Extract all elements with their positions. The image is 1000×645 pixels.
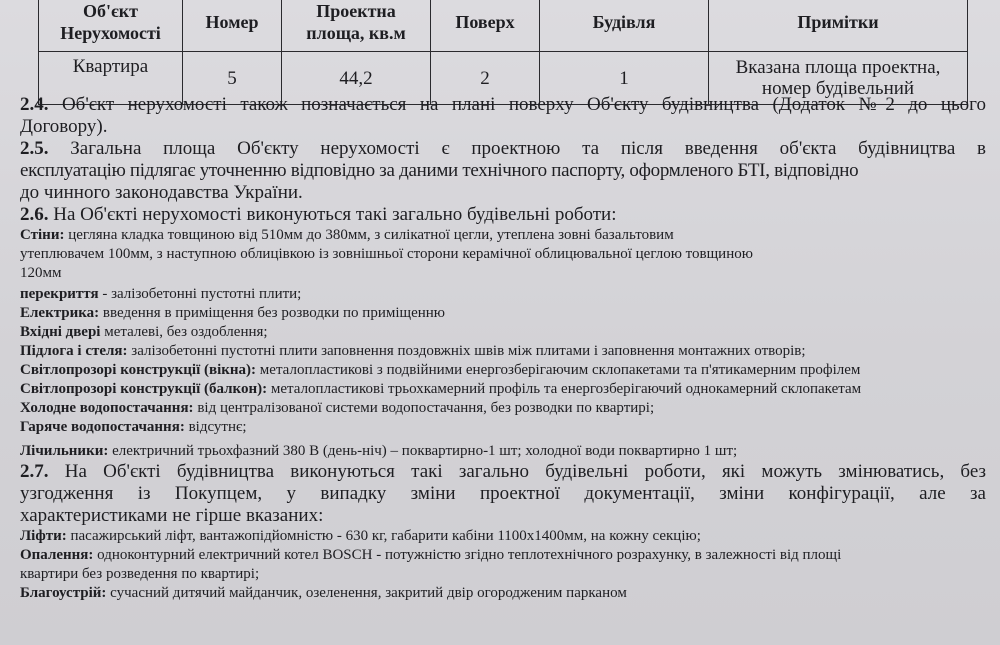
heating-line-1 xyxy=(20,546,986,565)
text-span: металопластикові трьохкамерний профіль та енергозберігаючий однокамерний склопакетам xyxy=(270,381,862,397)
section-2-4-line-2: Договору). xyxy=(20,116,108,137)
walls-line-1 xyxy=(20,226,986,245)
heating-label: Опалення: xyxy=(20,547,94,563)
door-label: Вхідні двері xyxy=(20,324,101,340)
text-span: сучасний дитячий майданчик, озеленення, закритий двір огородженим парканом xyxy=(110,585,627,601)
text-span: пасажирський ліфт, вантажопідйомністю - 630 кг, габарити кабіни 1100x1400мм, на кожну секцію; xyxy=(70,528,701,544)
section-2-6-line-1 xyxy=(20,204,986,226)
text-span: введення в приміщення без розводки по приміщенню xyxy=(102,305,445,321)
heating-line-2: квартири без розведення по квартирі; xyxy=(20,566,260,582)
walls-line-3: 120мм xyxy=(20,265,62,281)
meters-label: Лічильники: xyxy=(20,443,109,459)
text-span: від централізованої системи водопостачання, без розводки по квартирі; xyxy=(197,400,655,416)
notes-line-2: номер будівельний xyxy=(761,78,915,99)
slabs-label: перекриття xyxy=(20,286,99,302)
electric-line xyxy=(20,304,986,323)
text-span: На Об'єкті будівництва виконуються такі загально будівельні роботи, які можуть змінюватись, без xyxy=(64,461,987,482)
text-span: металопластикові з подвійними енергозберігаючим склопакетами та п'ятикамерним профілем xyxy=(259,362,861,378)
text-span: відсутнє; xyxy=(188,419,247,435)
floor-line xyxy=(20,342,986,361)
header-object: Об'єкт Нерухомості xyxy=(39,0,183,52)
section-number: 2.4. xyxy=(20,94,49,115)
header-notes: Примітки xyxy=(709,0,968,52)
windows-label: Світлопрозорі конструкції (вікна): xyxy=(20,362,257,378)
section-number: 2.5. xyxy=(20,138,49,159)
section-2-5-line-2: експлуатацію підлягає уточненню відповідно за даними технічного паспорту, оформленого БТІ, відповідно xyxy=(20,160,859,181)
section-2-7-line-1 xyxy=(20,461,986,483)
table-header-row xyxy=(39,0,968,52)
slabs-line xyxy=(20,285,986,304)
door-line xyxy=(20,323,986,342)
walls-label: Стіни: xyxy=(20,227,65,243)
contract-text xyxy=(20,94,986,603)
cell-floor: 2 xyxy=(431,52,540,105)
text-span: На Об'єкті нерухомості виконуються такі загально будівельні роботи: xyxy=(53,204,617,225)
header-area: Проектна площа, кв.м xyxy=(282,0,431,52)
floor-label: Підлога і стеля: xyxy=(20,343,128,359)
text-span: залізобетонні пустотні плити заповнення поздовжніх швів між плитами і заповнення монтажних отворів; xyxy=(131,343,806,359)
hot-water-line xyxy=(20,418,986,437)
section-2-5-line-3: до чинного законодавства України. xyxy=(20,182,303,203)
cell-object: Квартира xyxy=(39,52,183,105)
text-span: - залізобетонні пустотні плити; xyxy=(102,286,302,302)
text-span: електричний трьохфазний 380 В (день-ніч) – поквартирно-1 шт; холодної води поквартирно 1 шт; xyxy=(112,443,738,459)
notes-line-1: Вказана площа проектна, xyxy=(735,57,941,78)
property-table xyxy=(38,0,968,105)
balcony-line xyxy=(20,380,986,399)
hot-water-label: Гаряче водопостачання: xyxy=(20,419,185,435)
meters-line xyxy=(20,442,986,461)
improvement-label: Благоустрій: xyxy=(20,585,107,601)
improvement-line xyxy=(20,584,986,603)
section-2-7-line-2: узгодження із Покупцем, у випадку зміни проектної документації, зміни конфігурації, але за xyxy=(20,483,986,504)
electric-label: Електрика: xyxy=(20,305,100,321)
section-number: 2.7. xyxy=(20,461,49,482)
section-2-5-line-1 xyxy=(20,138,986,160)
header-number: Номер xyxy=(183,0,282,52)
header-building: Будівля xyxy=(540,0,709,52)
lifts-line xyxy=(20,527,986,546)
balcony-label: Світлопрозорі конструкції (балкон): xyxy=(20,381,268,397)
section-number: 2.6. xyxy=(20,204,49,225)
header-floor: Поверх xyxy=(431,0,540,52)
cell-area: 44,2 xyxy=(282,52,431,105)
lifts-label: Ліфти: xyxy=(20,528,67,544)
cell-number: 5 xyxy=(183,52,282,105)
walls-line-2: утеплювачем 100мм, з наступною облицівкою із зовнішньої сторони керамічної облицювальної цеглою товщиною xyxy=(20,246,753,262)
text-span: одноконтурний електричний котел BOSCH - потужністю згідно теплотехнічного розрахунку, в залежності від площі xyxy=(97,547,842,563)
cell-building: 1 xyxy=(540,52,709,105)
section-2-4-line-1 xyxy=(20,94,986,116)
windows-line xyxy=(20,361,986,380)
text-span: цегляна кладка товщиною від 510мм до 380мм, з силікатної цегли, утеплена зовні базальтовим xyxy=(68,227,674,243)
section-2-7-line-3: характеристиками не гірше вказаних: xyxy=(20,505,324,526)
cold-water-label: Холодне водопостачання: xyxy=(20,400,194,416)
cold-water-line xyxy=(20,399,986,418)
text-span: Загальна площа Об'єкту нерухомості є проектною та після введення об'єкта будівництва в xyxy=(70,138,987,159)
text-span: Об'єкт нерухомості також позначається на плані поверху Об'єкту будівництва (Додаток №2 до цього xyxy=(61,94,987,115)
text-span: металеві, без оздоблення; xyxy=(104,324,268,340)
